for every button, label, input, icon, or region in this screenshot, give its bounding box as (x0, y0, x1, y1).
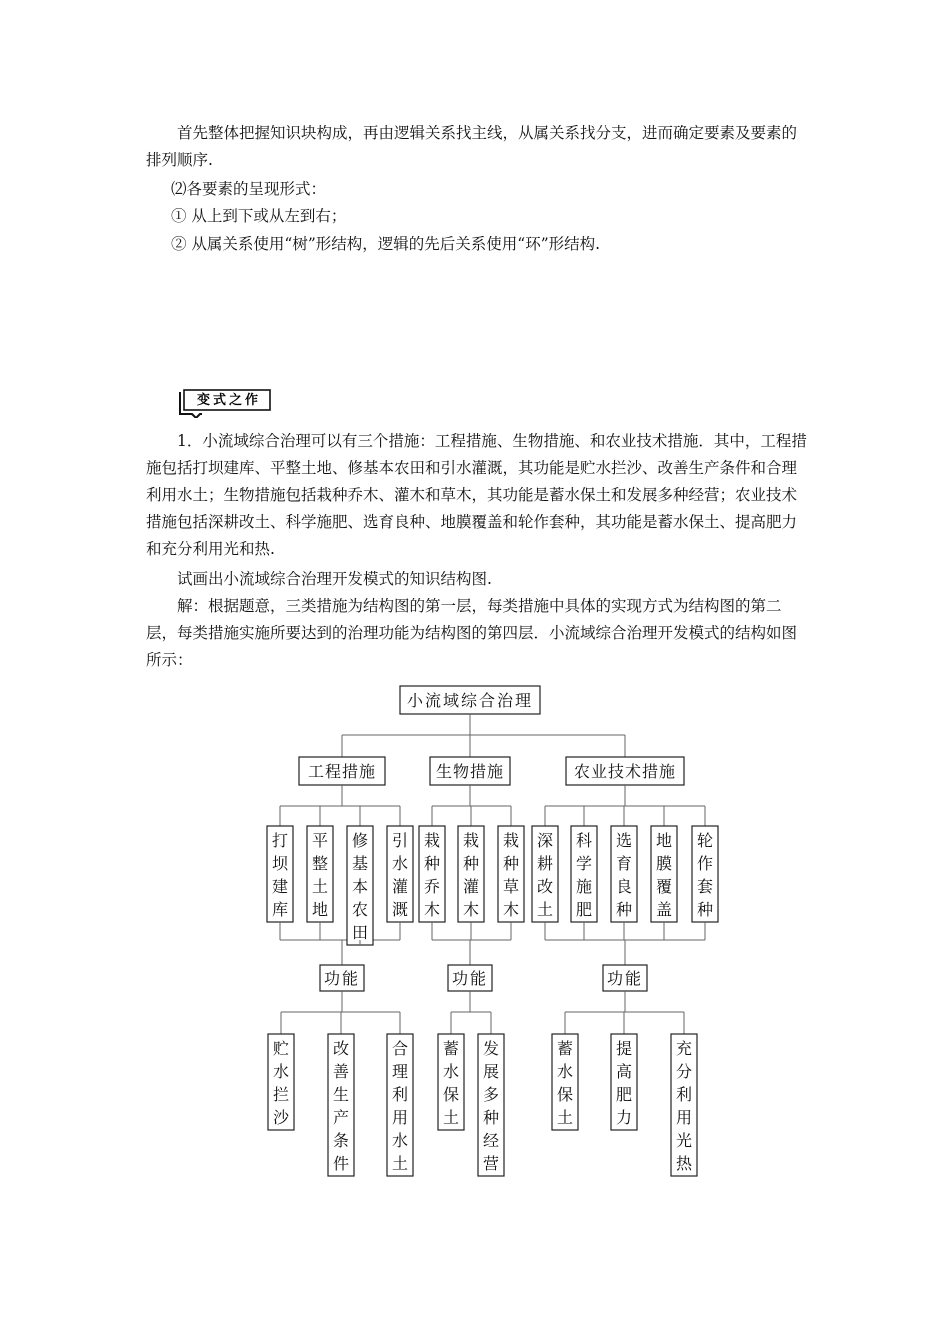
function-node-char: 生 (332, 1085, 350, 1104)
function-node-char: 水 (556, 1062, 574, 1081)
method-node-char: 草 (502, 877, 520, 896)
function-node-char: 水 (391, 1131, 409, 1150)
method-node-char: 引 (391, 831, 409, 850)
method-node-char: 种 (615, 900, 633, 919)
method-node-char: 基 (351, 854, 369, 873)
group-node-label: 生物措施 (435, 762, 505, 781)
method-node-char: 施 (575, 877, 593, 896)
method-node-char: 育 (615, 854, 633, 873)
function-node-char: 件 (332, 1154, 350, 1173)
function-label-label: 功能 (606, 969, 644, 988)
function-node-char: 经 (482, 1131, 500, 1150)
method-node-char: 种 (502, 854, 520, 873)
method-node-char: 栽 (423, 831, 441, 850)
section-banner-label: 变式之作 (196, 393, 261, 408)
method-node-char: 库 (271, 900, 289, 919)
function-node-char: 分 (675, 1062, 693, 1081)
function-node-char: 展 (482, 1062, 500, 1081)
problem-statement: 1．小流域综合治理可以有三个措施：工程措施、生物措施、和农业技术措施．其中，工程措施包括打坝建库、平整土地、修基本农田和引水灌溉，其功能是贮水拦沙、改善生产条件和合理利用水土；生物措施包括栽种乔木、灌木和草木，其功能是蓄水保土和发展多种经营；农业技术措施包括深耕改土、科学施肥、选育良种、地膜覆盖和轮作套种，其功能是蓄水保土、提高肥力和充分利用光和热. (146, 432, 807, 558)
group-node-label: 农业技术措施 (573, 762, 677, 781)
method-node-char: 科 (575, 831, 593, 850)
method-node-char: 水 (391, 854, 409, 873)
function-label-label: 功能 (323, 969, 361, 988)
method-node-char: 灌 (391, 877, 409, 896)
function-node-char: 营 (482, 1154, 500, 1173)
function-label-label: 功能 (451, 969, 489, 988)
method-node-char: 修 (351, 831, 369, 850)
method-node-char: 改 (536, 877, 554, 896)
method-node-char: 灌 (462, 877, 480, 896)
function-node-char: 利 (675, 1085, 693, 1104)
method-node-char: 覆 (655, 877, 673, 896)
method-node-char: 种 (423, 854, 441, 873)
function-node-char: 种 (482, 1108, 500, 1127)
intro-subheading: ⑵各要素的呈现形式： (171, 180, 327, 198)
method-node-char: 膜 (655, 854, 673, 873)
function-node-char: 高 (615, 1062, 633, 1081)
method-node-char: 溉 (391, 900, 409, 919)
function-node-char: 蓄 (442, 1039, 460, 1058)
function-node-char: 水 (442, 1062, 460, 1081)
intro-paragraph: 首先整体把握知识块构成，再由逻辑关系找主线，从属关系找分支，进而确定要素及要素的排列顺序. (146, 124, 798, 169)
method-node-char: 轮 (696, 831, 714, 850)
function-node-char: 肥 (615, 1085, 633, 1104)
method-node-char: 种 (462, 854, 480, 873)
function-node-char: 提 (615, 1039, 633, 1058)
function-node-char: 沙 (272, 1108, 290, 1127)
method-node-char: 良 (615, 877, 633, 896)
function-node-char: 善 (332, 1062, 350, 1081)
root-node-label: 小流域综合治理 (406, 691, 534, 710)
function-node-char: 热 (675, 1154, 693, 1173)
function-node-char: 改 (332, 1039, 350, 1058)
method-node-char: 木 (423, 900, 441, 919)
method-node-char: 坝 (271, 854, 289, 873)
method-node-char: 地 (655, 831, 673, 850)
function-node-char: 土 (442, 1108, 460, 1127)
method-node-char: 乔 (423, 877, 441, 896)
method-node-char: 学 (575, 854, 593, 873)
function-node-char: 保 (442, 1085, 460, 1104)
function-node-char: 理 (391, 1062, 409, 1081)
function-node-char: 用 (675, 1108, 693, 1127)
method-node-char: 种 (696, 900, 714, 919)
method-node-char: 木 (502, 900, 520, 919)
method-node-char: 打 (271, 831, 289, 850)
function-node-char: 充 (675, 1039, 693, 1058)
function-node-char: 合 (391, 1039, 409, 1058)
function-node-char: 土 (556, 1108, 574, 1127)
method-node-char: 木 (462, 900, 480, 919)
method-node-char: 深 (536, 831, 554, 850)
intro-item-1: ① 从上到下或从左到右； (171, 207, 347, 225)
function-node-char: 利 (391, 1085, 409, 1104)
method-node-char: 本 (351, 877, 369, 896)
method-node-char: 盖 (655, 900, 673, 919)
method-node-char: 整 (311, 854, 329, 873)
method-node-char: 套 (696, 877, 714, 896)
problem-task: 试画出小流域综合治理开发模式的知识结构图. (177, 570, 492, 588)
function-node-char: 条 (332, 1131, 350, 1150)
function-node-char: 力 (615, 1108, 633, 1127)
method-node-char: 农 (351, 900, 369, 919)
problem-solution: 解：根据题意，三类措施为结构图的第一层，每类措施中具体的实现方式为结构图的第二层，每类措施实施所要达到的治理功能为结构图的第四层．小流域综合治理开发模式的结构如图所示： (146, 597, 798, 669)
method-node-char: 建 (271, 877, 289, 896)
function-node-char: 用 (391, 1108, 409, 1127)
method-node-char: 土 (311, 877, 329, 896)
group-node-label: 工程措施 (307, 762, 377, 781)
method-node-char: 土 (536, 900, 554, 919)
method-node-char: 耕 (536, 854, 554, 873)
method-node-char: 栽 (502, 831, 520, 850)
method-node-char: 肥 (575, 900, 593, 919)
function-node-char: 光 (675, 1131, 693, 1150)
method-node-char: 平 (311, 831, 329, 850)
function-node-char: 发 (482, 1039, 500, 1058)
function-node-char: 拦 (272, 1085, 290, 1104)
function-node-char: 多 (482, 1085, 500, 1104)
method-node-char: 作 (696, 854, 714, 873)
function-node-char: 产 (332, 1108, 350, 1127)
function-node-char: 蓄 (556, 1039, 574, 1058)
method-node-char: 栽 (462, 831, 480, 850)
function-node-char: 土 (391, 1154, 409, 1173)
method-node-char: 选 (615, 831, 633, 850)
method-node-char: 地 (311, 900, 329, 919)
function-node-char: 贮 (272, 1039, 290, 1058)
method-node-char: 田 (351, 923, 369, 942)
function-node-char: 水 (272, 1062, 290, 1081)
function-node-char: 保 (556, 1085, 574, 1104)
intro-item-2: ② 从属关系使用“树”形结构，逻辑的先后关系使用“环”形结构. (171, 235, 601, 253)
